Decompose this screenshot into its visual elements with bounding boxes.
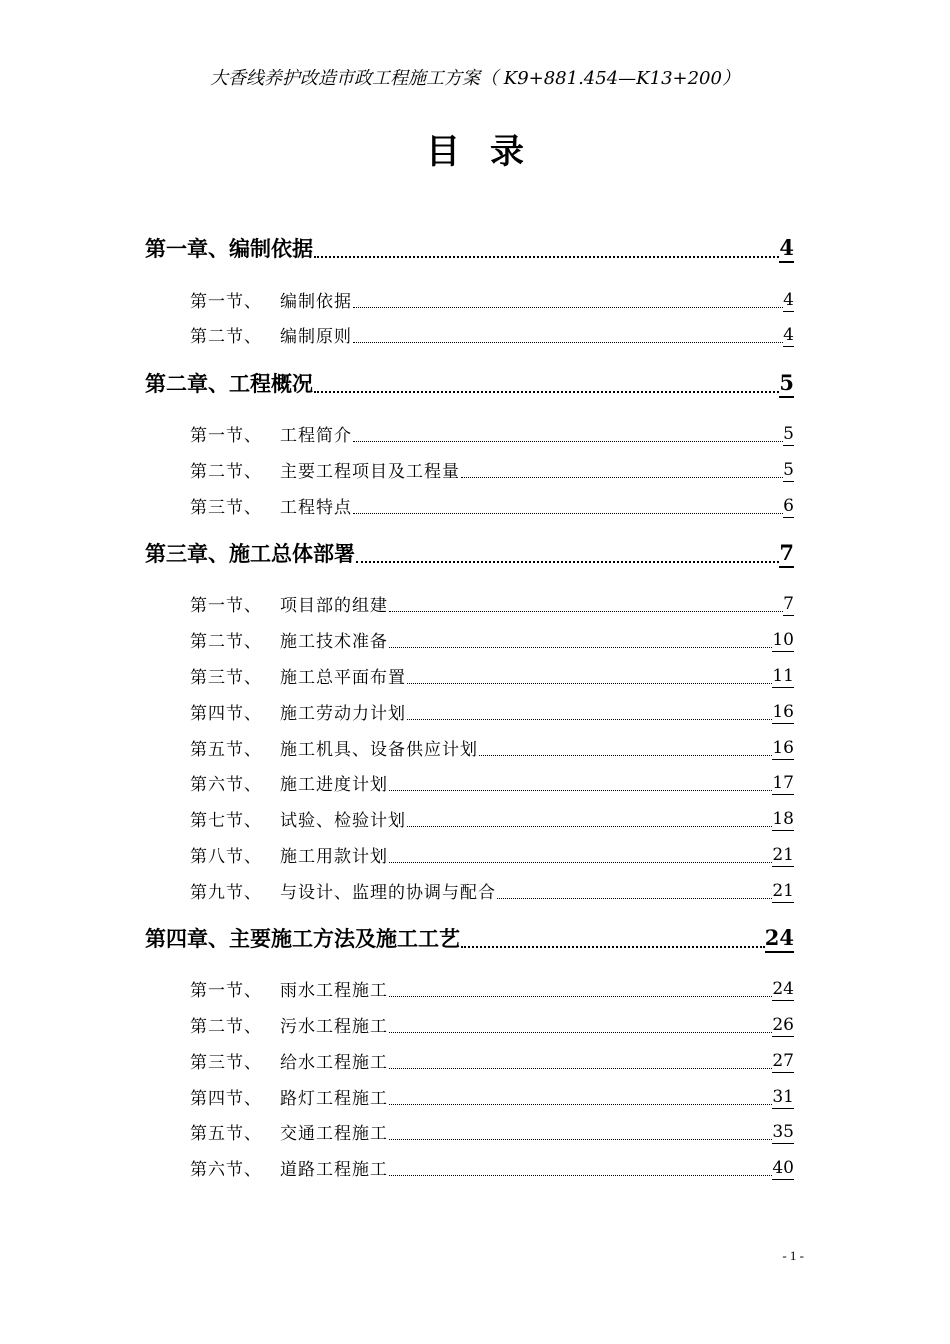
toc-section-number: 第五节、 (190, 740, 262, 760)
toc-section-title: 交通工程施工 (280, 1124, 388, 1144)
page-title: 目录 (426, 132, 554, 172)
toc-section-title: 项目部的组建 (280, 596, 388, 616)
page-number: - 1 - (782, 1248, 804, 1263)
dot-leader (497, 897, 772, 899)
toc-section-label (190, 1119, 388, 1144)
toc-chapter-label: 第四章、主要施工方法及施工工艺 (145, 926, 460, 951)
toc-section-number: 第二节、 (190, 327, 262, 347)
dot-leader (353, 440, 783, 442)
toc-page-number: 21 (772, 845, 794, 865)
toc-section-title: 工程简介 (280, 426, 352, 446)
toc-page-number: 16 (772, 738, 794, 758)
toc-section-entry[interactable] (190, 628, 794, 652)
toc-section-number: 第三节、 (190, 1053, 262, 1073)
dot-leader (461, 476, 783, 478)
toc-page-number: 6 (783, 496, 794, 516)
toc-page-number: 31 (772, 1087, 794, 1107)
toc-section-number: 第一节、 (190, 292, 262, 312)
toc-chapter-entry[interactable] (145, 923, 794, 953)
dot-leader (407, 825, 772, 827)
toc-section-entry[interactable] (190, 700, 794, 724)
toc-section-title: 路灯工程施工 (280, 1089, 388, 1109)
toc-section-label (190, 1012, 388, 1037)
toc-section-number: 第一节、 (190, 426, 262, 446)
toc-section-number: 第三节、 (190, 668, 262, 688)
dot-leader (356, 560, 779, 563)
dot-leader (407, 682, 772, 684)
toc-page-number: 35 (772, 1122, 794, 1142)
toc-section-number: 第六节、 (190, 1160, 262, 1180)
toc-page-number: 16 (772, 702, 794, 722)
toc-page-number: 24 (772, 979, 794, 999)
toc-page-number: 21 (772, 881, 794, 901)
toc-section-entry[interactable] (190, 664, 794, 688)
dot-leader (389, 995, 772, 997)
toc-section-entry[interactable] (190, 458, 794, 482)
dot-leader (389, 1174, 772, 1176)
toc-section-number: 第二节、 (190, 1017, 262, 1037)
toc-section-title: 施工劳动力计划 (280, 704, 406, 724)
dot-leader (389, 789, 772, 791)
dot-leader (353, 306, 783, 308)
toc-section-number: 第三节、 (190, 498, 262, 518)
toc-chapter-label: 第二章、工程概况 (145, 371, 313, 396)
toc-section-entry[interactable] (190, 494, 794, 518)
dot-leader (389, 1031, 772, 1033)
dot-leader (479, 754, 772, 756)
toc-section-title: 施工用款计划 (280, 847, 388, 867)
toc-section-number: 第二节、 (190, 632, 262, 652)
toc-chapter-entry[interactable] (145, 233, 794, 263)
toc-page-number: 17 (772, 773, 794, 793)
toc-section-entry[interactable] (190, 288, 794, 312)
dot-leader (389, 1138, 772, 1140)
toc-section-entry[interactable] (190, 1049, 794, 1073)
toc-page-number: 5 (783, 424, 794, 444)
toc-page-number: 7 (783, 594, 794, 614)
toc-section-label (190, 770, 388, 795)
toc-page-number: 4 (779, 236, 794, 263)
toc-section-label (190, 842, 388, 867)
toc-section-title: 与设计、监理的协调与配合 (280, 883, 496, 903)
toc-section-entry[interactable] (190, 323, 794, 347)
toc-chapter-entry[interactable] (145, 368, 794, 398)
toc-section-label (190, 699, 406, 724)
toc-section-number: 第八节、 (190, 847, 262, 867)
toc-section-entry[interactable] (190, 879, 794, 903)
dot-leader (389, 646, 772, 648)
toc-page-number: 5 (779, 371, 794, 398)
toc-page-number: 4 (783, 290, 794, 310)
toc-section-entry[interactable] (190, 1013, 794, 1037)
toc-section-number: 第一节、 (190, 981, 262, 1001)
toc-section-number: 第一节、 (190, 596, 262, 616)
toc-section-title: 施工进度计划 (280, 775, 388, 795)
toc-section-title: 雨水工程施工 (280, 981, 388, 1001)
toc-section-title: 污水工程施工 (280, 1017, 388, 1037)
toc-section-number: 第二节、 (190, 462, 262, 482)
toc-page-number: 27 (772, 1051, 794, 1071)
toc-section-label (190, 627, 388, 652)
toc-page-number: 11 (772, 666, 794, 686)
toc-section-entry[interactable] (190, 843, 794, 867)
toc-section-title: 道路工程施工 (280, 1160, 388, 1180)
dot-leader (353, 512, 783, 514)
toc-section-number: 第九节、 (190, 883, 262, 903)
toc-section-label (190, 1084, 388, 1109)
toc-section-label (190, 976, 388, 1001)
toc-section-label (190, 493, 352, 518)
toc-section-label (190, 322, 352, 347)
toc-section-number: 第四节、 (190, 1089, 262, 1109)
dot-leader (314, 390, 779, 393)
toc-page-number: 5 (783, 460, 794, 480)
toc-section-title: 施工技术准备 (280, 632, 388, 652)
toc-section-entry[interactable] (190, 1085, 794, 1109)
toc-section-label (190, 1155, 388, 1180)
dot-leader (353, 341, 783, 343)
toc-page-number: 26 (772, 1015, 794, 1035)
dot-leader (314, 255, 779, 258)
toc-section-number: 第五节、 (190, 1124, 262, 1144)
toc-page-number: 4 (783, 325, 794, 345)
running-header: 大香线养护改造市政工程施工方案（ K9+881.454—K13+200） (210, 68, 740, 89)
toc-section-label (190, 421, 352, 446)
toc-section-entry[interactable] (190, 807, 794, 831)
toc-section-title: 施工总平面布置 (280, 668, 406, 688)
toc-section-label (190, 287, 352, 312)
toc-section-entry[interactable] (190, 422, 794, 446)
toc-section-entry[interactable] (190, 1156, 794, 1180)
toc-section-title: 编制依据 (280, 292, 352, 312)
toc-section-title: 试验、检验计划 (280, 811, 406, 831)
toc-section-entry[interactable] (190, 592, 794, 616)
toc-section-title: 编制原则 (280, 327, 352, 347)
dot-leader (389, 861, 772, 863)
toc-section-label (190, 457, 460, 482)
toc-section-title: 给水工程施工 (280, 1053, 388, 1073)
toc-chapter-label: 第一章、编制依据 (145, 236, 313, 261)
toc-section-label (190, 735, 478, 760)
dot-leader (407, 718, 772, 720)
dot-leader (461, 945, 765, 948)
toc-section-label (190, 663, 406, 688)
toc-section-entry[interactable] (190, 1120, 794, 1144)
toc-page-number: 40 (772, 1158, 794, 1178)
dot-leader (389, 1067, 772, 1069)
toc-page-number: 18 (772, 809, 794, 829)
toc-chapter-entry[interactable] (145, 538, 794, 568)
toc-section-title: 施工机具、设备供应计划 (280, 740, 478, 760)
toc-section-number: 第七节、 (190, 811, 262, 831)
dot-leader (389, 610, 783, 612)
toc-section-label (190, 591, 388, 616)
toc-page-number: 10 (772, 630, 794, 650)
toc-page-number: 24 (765, 926, 794, 953)
toc-section-entry[interactable] (190, 736, 794, 760)
toc-section-number: 第六节、 (190, 775, 262, 795)
toc-section-number: 第四节、 (190, 704, 262, 724)
toc-section-label (190, 878, 496, 903)
toc-section-title: 主要工程项目及工程量 (280, 462, 460, 482)
toc-page-number: 7 (779, 541, 794, 568)
dot-leader (389, 1103, 772, 1105)
toc-section-label (190, 1048, 388, 1073)
toc-section-entry[interactable] (190, 977, 794, 1001)
toc-section-title: 工程特点 (280, 498, 352, 518)
toc-section-label (190, 806, 406, 831)
toc-section-entry[interactable] (190, 771, 794, 795)
toc-chapter-label: 第三章、施工总体部署 (145, 541, 355, 566)
